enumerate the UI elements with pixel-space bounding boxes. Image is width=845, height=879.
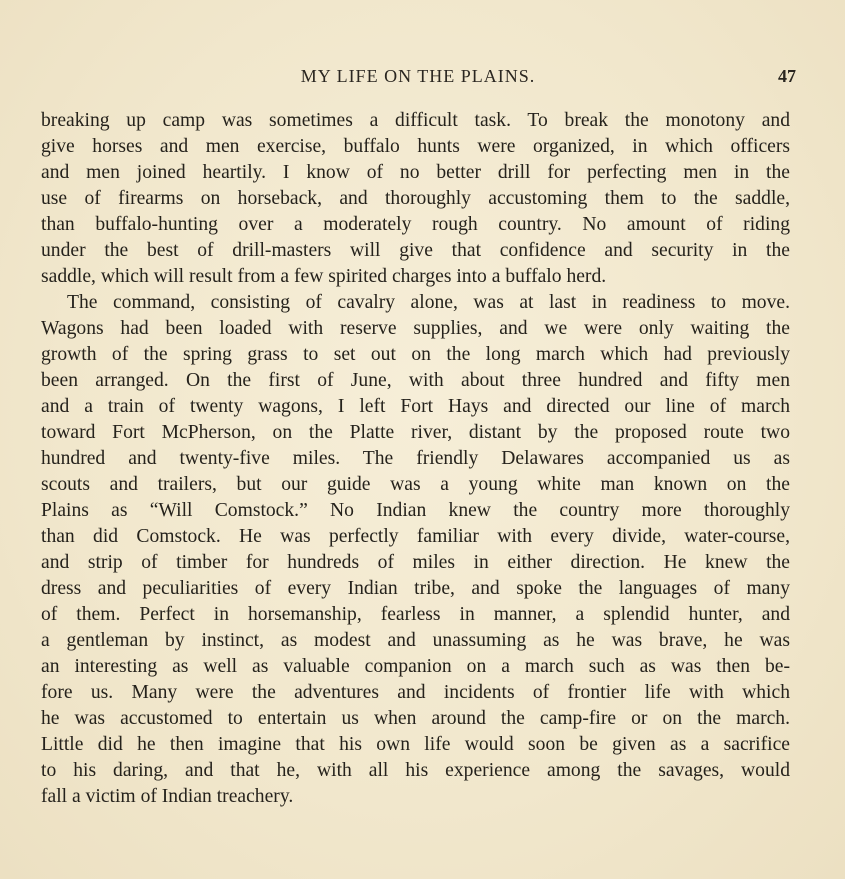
text-line: fore us. Many were the adventures and incidents of frontier life with which — [41, 682, 790, 703]
text-line: dress and peculiarities of every Indian tribe, and spoke the languages of many — [41, 578, 790, 599]
text-line: hundred and twenty-five miles. The friendly Delawares accompanied us as — [41, 448, 790, 469]
text-line: to his daring, and that he, with all his experience among the savages, would — [41, 760, 790, 781]
text-line: growth of the spring grass to set out on the long march which had previously — [41, 344, 790, 365]
text-line: scouts and trailers, but our guide was a young white man known on the — [41, 474, 790, 495]
text-line: of them. Perfect in horsemanship, fearless in manner, a splendid hunter, and — [41, 604, 790, 625]
text-line: toward Fort McPherson, on the Platte river, distant by the proposed route two — [41, 422, 790, 443]
text-line: and strip of timber for hundreds of miles in either direction. He knew the — [41, 552, 790, 573]
text-line: Little did he then imagine that his own life would soon be given as a sacrifice — [41, 734, 790, 755]
body-text — [41, 108, 790, 810]
running-title: MY LIFE ON THE PLAINS. — [300, 66, 536, 86]
text-line: saddle, which will result from a few spirited charges into a buffalo herd. — [41, 266, 607, 287]
text-line: Plains as “Will Comstock.” No Indian knew the country more thoroughly — [41, 500, 790, 521]
text-line: use of firearms on horseback, and thoroughly accustoming them to the saddle, — [41, 188, 790, 209]
text-line: he was accustomed to entertain us when around the camp-fire or on the march. — [41, 708, 790, 729]
text-line: and a train of twenty wagons, I left Fort Hays and directed our line of march — [41, 396, 790, 417]
text-line: and men joined heartily. I know of no better drill for perfecting men in the — [41, 162, 790, 183]
text-line: a gentleman by instinct, as modest and unassuming as he was brave, he was — [41, 630, 790, 651]
paragraph-2 — [41, 290, 790, 810]
text-line: fall a victim of Indian treachery. — [41, 786, 294, 807]
text-line: under the best of drill-masters will give that confidence and security in the — [41, 240, 790, 261]
text-line: an interesting as well as valuable companion on a march such as was then be- — [41, 656, 790, 677]
text-line: breaking up camp was sometimes a difficult task. To break the monotony and — [41, 110, 790, 131]
text-line: than did Comstock. He was perfectly familiar with every divide, water-course, — [41, 526, 790, 547]
text-line: been arranged. On the first of June, with about three hundred and fifty men — [41, 370, 790, 391]
page-number: 47 — [778, 66, 796, 86]
text-line: Wagons had been loaded with reserve supplies, and we were only waiting the — [41, 318, 790, 339]
text-line: give horses and men exercise, buffalo hunts were organized, in which officers — [41, 136, 790, 157]
text-line: The command, consisting of cavalry alone, was at last in readiness to move. — [67, 292, 790, 313]
text-line: than buffalo-hunting over a moderately rough country. No amount of riding — [41, 214, 790, 235]
running-header — [40, 66, 796, 90]
paragraph-1 — [41, 108, 790, 290]
